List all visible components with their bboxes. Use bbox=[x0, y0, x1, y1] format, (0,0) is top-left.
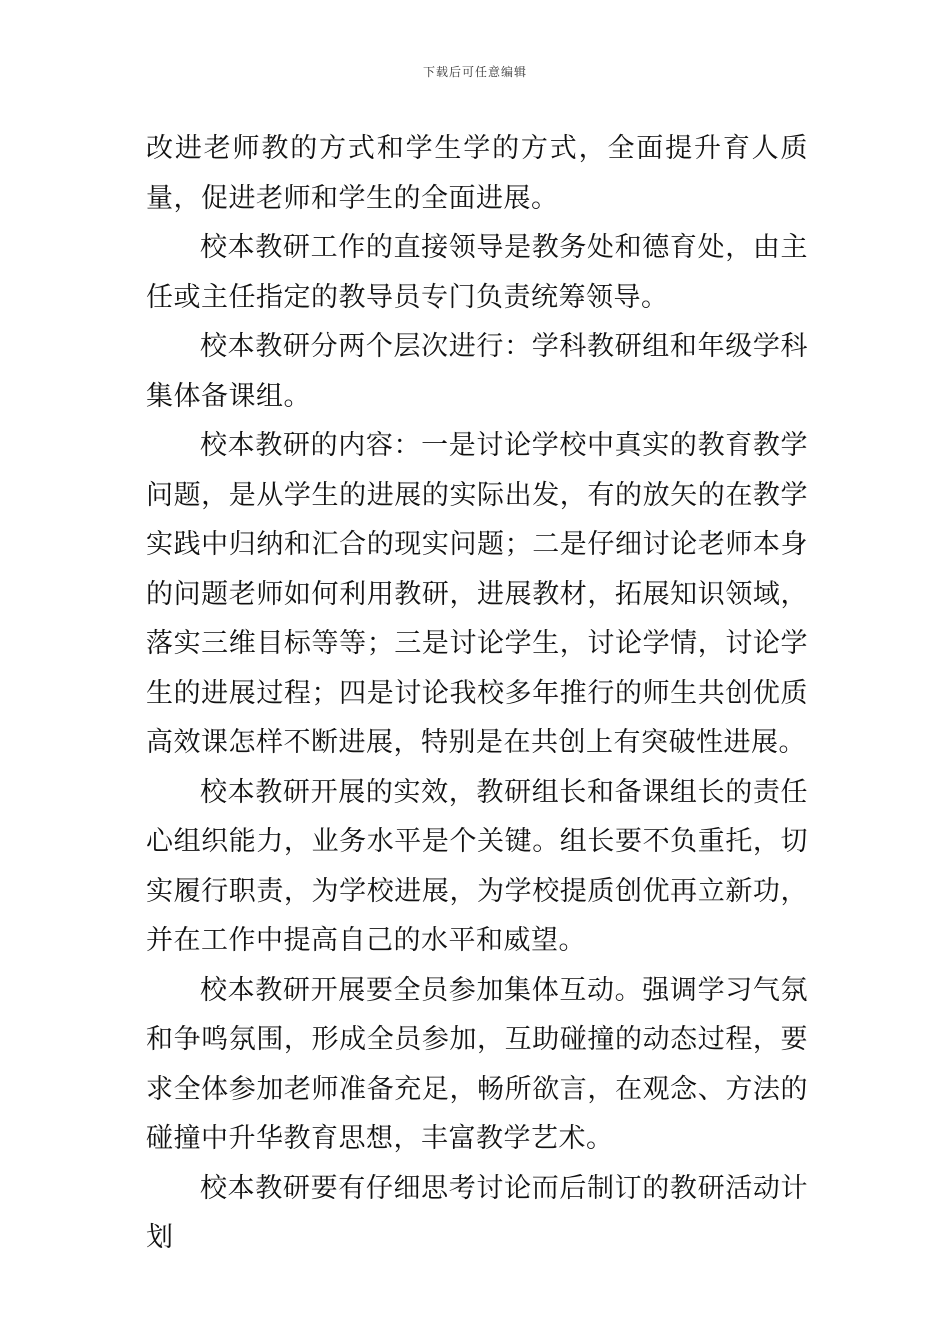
paragraph-content: 校本教研的内容：一是讨论学校中真实的教育教学问题，是从学生的进展的实际出发，有的放矢的在教学实践中归纳和汇合的现实问题；二是仔细讨论老师本身的问题老师如何利用教研，进展教材，拓展知识领域，落实三维目标等等；三是讨论学生，讨论学情，讨论学生的进展过程；四是讨论我校多年推行的师生共创优质高效课怎样不断进展，特别是在共创上有突破性进展。 bbox=[146, 430, 808, 758]
page-header-note: 下载后可任意编辑 bbox=[422, 65, 527, 79]
paragraph-continuation: 改进老师教的方式和学生学的方式，全面提升育人质量，促进老师和学生的全面进展。 bbox=[146, 133, 808, 214]
paragraph-leadership: 校本教研工作的直接领导是教务处和德育处，由主任或主任指定的教导员专门负责统筹领导。 bbox=[146, 232, 808, 313]
document-body bbox=[146, 124, 808, 1263]
paragraph-levels: 校本教研分两个层次进行：学科教研组和年级学科集体备课组。 bbox=[146, 331, 808, 412]
paragraph-plan: 校本教研要有仔细思考讨论而后制订的教研活动计划 bbox=[146, 1172, 808, 1253]
paragraph-participation: 校本教研开展要全员参加集体互动。强调学习气氛和争鸣氛围，形成全员参加，互助碰撞的动态过程，要求全体参加老师准备充足，畅所欲言，在观念、方法的碰撞中升华教育思想，丰富教学艺术。 bbox=[146, 974, 808, 1154]
paragraph-effectiveness: 校本教研开展的实效，教研组长和备课组长的责任心组织能力，业务水平是个关键。组长要不负重托，切实履行职责，为学校进展，为学校提质创优再立新功，并在工作中提高自己的水平和威望。 bbox=[146, 776, 808, 956]
